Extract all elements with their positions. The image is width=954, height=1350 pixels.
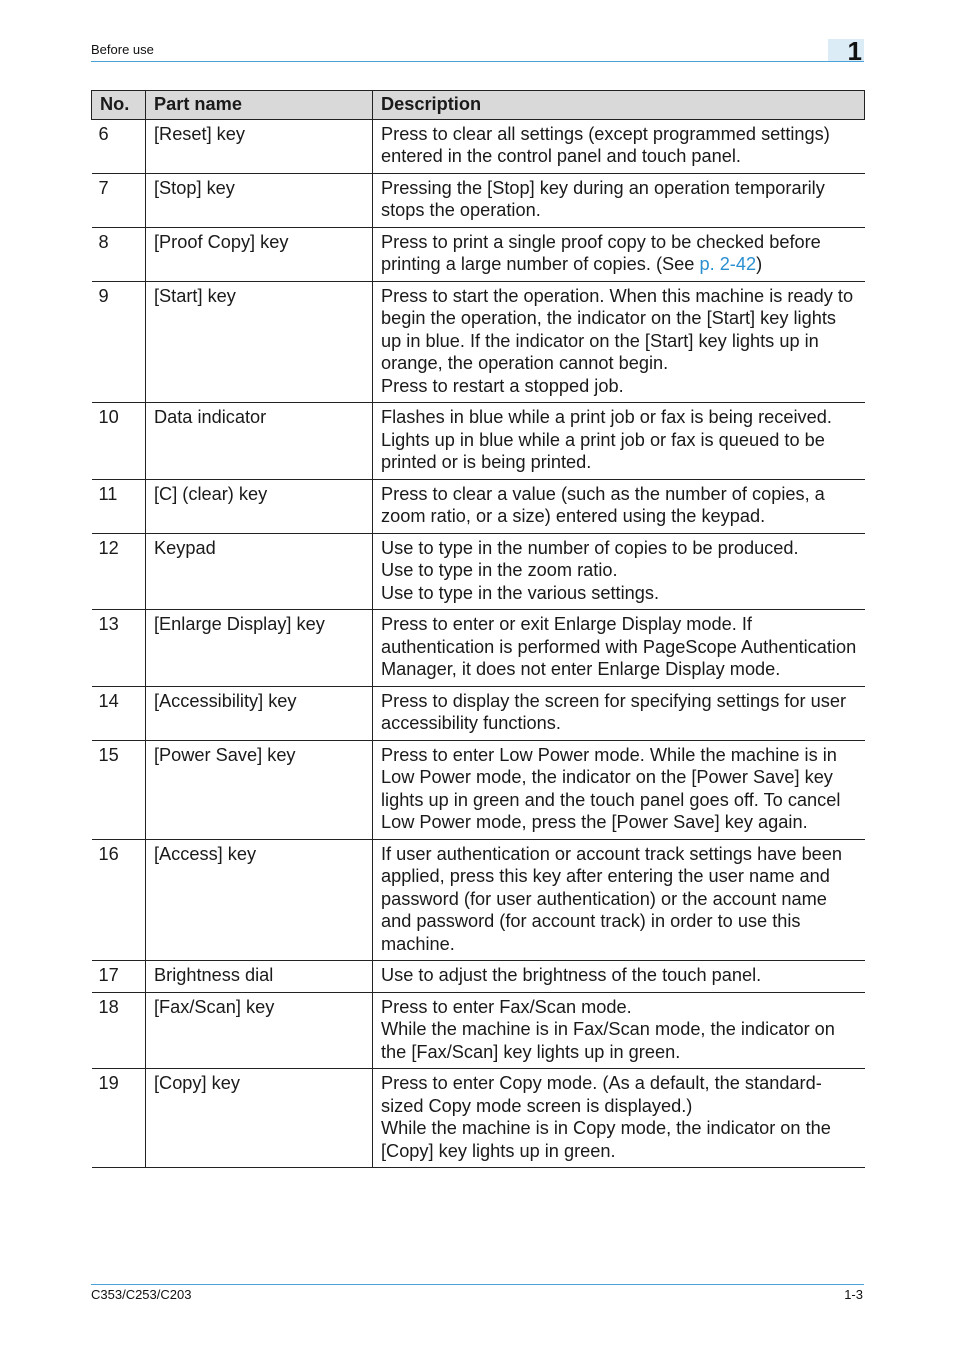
table-row: [92, 740, 865, 839]
description: [373, 119, 865, 173]
description-text-suffix: ): [756, 254, 763, 274]
description-paragraph: [381, 1072, 857, 1117]
column-header-no: No.: [92, 91, 146, 120]
description-paragraph: [381, 843, 857, 956]
row-number: 9: [92, 281, 146, 403]
description-text: If user authentication or account track settings have been applied, press this key after entering the user name and password (for user authentication) or the account name and password (for account track) in order to use this machine.: [381, 843, 843, 954]
description: [373, 173, 865, 227]
part-name: [C] (clear) key: [146, 479, 373, 533]
description-paragraph: [381, 375, 857, 398]
description: [373, 839, 865, 961]
description-paragraph: [381, 744, 857, 834]
header-rule: [91, 61, 864, 62]
row-number: 16: [92, 839, 146, 961]
part-name: [Reset] key: [146, 119, 373, 173]
description-paragraph: [381, 1117, 857, 1162]
row-number: 6: [92, 119, 146, 173]
table-row: [92, 479, 865, 533]
description-text: Press to enter or exit Enlarge Display mode. If authentication is performed with PageScope Authentication Manager, it does not enter Enlarge Display mode.: [381, 614, 857, 679]
description-paragraph: [381, 1018, 857, 1063]
part-name: [Access] key: [146, 839, 373, 961]
part-name: Data indicator: [146, 403, 373, 480]
footer-rule: [91, 1284, 864, 1285]
control-panel-keys-table: [91, 90, 865, 1168]
description-text: Lights up in blue while a print job or fax is queued to be printed or is being printed.: [381, 429, 825, 472]
model-name: C353/C253/C203: [91, 1287, 192, 1302]
description-paragraph: [381, 483, 857, 528]
description-paragraph: [381, 429, 857, 474]
description-text: Flashes in blue while a print job or fax is being received.: [381, 407, 832, 427]
column-header-description: Description: [373, 91, 865, 120]
description-paragraph: [381, 996, 857, 1019]
row-number: 18: [92, 992, 146, 1069]
part-name: [Accessibility] key: [146, 686, 373, 740]
description-text: Press to restart a stopped job.: [381, 375, 624, 396]
section-title: Before use: [91, 42, 154, 57]
part-name: [Enlarge Display] key: [146, 610, 373, 687]
column-header-part-name: Part name: [146, 91, 373, 120]
description-text: Press to enter Copy mode. (As a default, the standard-sized Copy mode screen is displayed.): [381, 1073, 822, 1116]
description-paragraph: [381, 690, 857, 735]
part-name: [Power Save] key: [146, 740, 373, 839]
part-name: [Start] key: [146, 281, 373, 403]
description-text: While the machine is in Copy mode, the indicator on the [Copy] key lights up in green.: [381, 1118, 831, 1161]
table-row: [92, 119, 865, 173]
description: [373, 992, 865, 1069]
description-text: Press to clear all settings (except programmed settings) entered in the control panel and touch panel.: [381, 123, 830, 166]
table-row: [92, 839, 865, 961]
description-text: Use to adjust the brightness of the touch panel.: [381, 965, 762, 985]
description-text: Use to type in the number of copies to be produced.: [381, 537, 799, 558]
part-name: [Copy] key: [146, 1069, 373, 1168]
description-paragraph: [381, 613, 857, 681]
description: [373, 1069, 865, 1168]
chapter-tab: [828, 36, 864, 66]
row-number: 12: [92, 533, 146, 610]
description-paragraph: [381, 964, 857, 987]
description-text: Pressing the [Stop] key during an operation temporarily stops the operation.: [381, 177, 825, 220]
part-name: Brightness dial: [146, 961, 373, 993]
table-row: [92, 533, 865, 610]
description: [373, 961, 865, 993]
description: [373, 479, 865, 533]
description: [373, 281, 865, 403]
table-row: [92, 173, 865, 227]
description-text: Use to type in the zoom ratio.: [381, 560, 618, 580]
row-number: 8: [92, 227, 146, 281]
row-number: 19: [92, 1069, 146, 1168]
table-header-row: [92, 91, 865, 120]
description-paragraph: [381, 285, 857, 375]
description: [373, 403, 865, 480]
table-row: [92, 1069, 865, 1168]
table-row: [92, 961, 865, 993]
description: [373, 740, 865, 839]
row-number: 15: [92, 740, 146, 839]
table-row: [92, 403, 865, 480]
description-text: Press to display the screen for specifying settings for user accessibility functions.: [381, 690, 847, 733]
row-number: 17: [92, 961, 146, 993]
page-reference-link[interactable]: p. 2-42: [699, 254, 757, 274]
row-number: 10: [92, 403, 146, 480]
description-paragraph: [381, 123, 857, 168]
part-name: [Proof Copy] key: [146, 227, 373, 281]
row-number: 13: [92, 610, 146, 687]
page-number: 1-3: [844, 1287, 863, 1302]
row-number: 11: [92, 479, 146, 533]
description-paragraph: [381, 231, 857, 276]
description-text: Use to type in the various settings.: [381, 582, 660, 603]
description-text: Press to enter Low Power mode. While the machine is in Low Power mode, the indicator on the [Power Save] key lights up in green and the touch panel goes off. To cancel Low Power mode, press the [Power Save] key again.: [381, 744, 841, 832]
description-paragraph: [381, 406, 857, 429]
description-paragraph: [381, 537, 857, 560]
chapter-number: 1: [847, 36, 862, 66]
description: [373, 686, 865, 740]
row-number: 14: [92, 686, 146, 740]
table-row: [92, 281, 865, 403]
part-name: [Stop] key: [146, 173, 373, 227]
description-text: While the machine is in Fax/Scan mode, the indicator on the [Fax/Scan] key lights up in green.: [381, 1019, 835, 1062]
part-name: Keypad: [146, 533, 373, 610]
table-row: [92, 610, 865, 687]
table-row: [92, 686, 865, 740]
description-text: Press to enter Fax/Scan mode.: [381, 996, 632, 1017]
description: [373, 533, 865, 610]
description-text: Press to clear a value (such as the number of copies, a zoom ratio, or a size) entered using the keypad.: [381, 483, 825, 526]
description-text: Press to print a single proof copy to be checked before printing a large number of copies. (See: [381, 231, 821, 274]
part-name: [Fax/Scan] key: [146, 992, 373, 1069]
description: [373, 610, 865, 687]
description-paragraph: [381, 559, 857, 582]
table-row: [92, 227, 865, 281]
description-text: Press to start the operation. When this machine is ready to begin the operation, the indicator on the [Start] key lights up in blue. If the indicator on the [Start] key lights up in orange, the operation cannot begin.: [381, 285, 854, 373]
description-paragraph: [381, 177, 857, 222]
description-paragraph: [381, 582, 857, 605]
table-body: [92, 119, 865, 1168]
table-row: [92, 992, 865, 1069]
description: [373, 227, 865, 281]
row-number: 7: [92, 173, 146, 227]
